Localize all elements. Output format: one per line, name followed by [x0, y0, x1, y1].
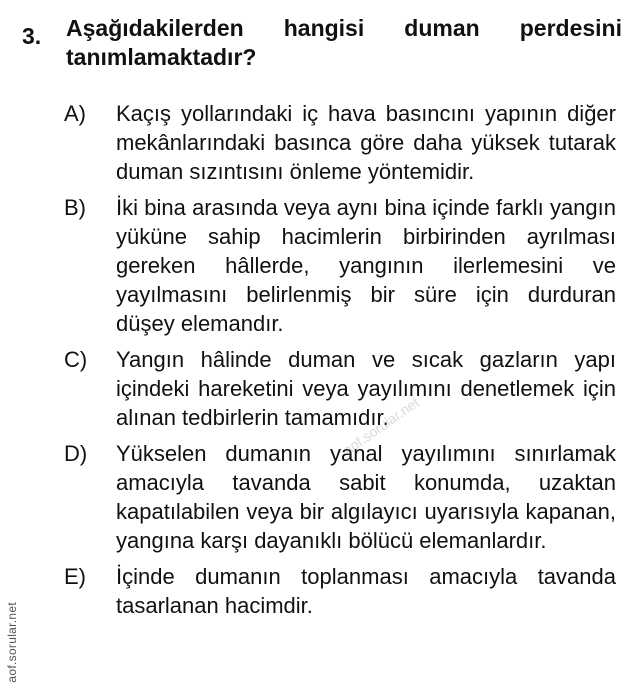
option-d[interactable] — [64, 439, 616, 555]
option-b[interactable] — [64, 193, 616, 338]
diagonal-watermark: aof.sorular.net — [340, 394, 422, 459]
option-e[interactable] — [64, 562, 616, 620]
option-b-label: B) — [64, 195, 86, 220]
question-header — [22, 14, 622, 72]
question-text: Aşağıdakilerden hangisi duman perdesini tanımlamaktadır? — [66, 15, 622, 70]
option-d-text: Yükselen dumanın yanal yayılımını sınırlamak amacıyla tavanda sabit konumda, uzaktan kapatılabilen veya bir algılayıcı uyarısıyla kapanan, yangına karşı dayanıklı bölücü elemanlardır. — [116, 441, 616, 553]
option-c-label: C) — [64, 347, 88, 372]
side-watermark: aof.sorular.net — [5, 602, 19, 683]
option-b-text: İki bina arasında veya aynı bina içinde farklı yangın yüküne sahip hacimlerin birbirinden ayrılması gereken hâllerde, yangının ilerlemesini ve yayılmasını belirlenmiş bir süre için durduran düşey elemandır. — [116, 195, 616, 336]
option-c[interactable] — [64, 345, 616, 432]
question-block — [22, 14, 622, 72]
option-a-label: A) — [64, 101, 86, 126]
question-number: 3. — [22, 23, 42, 49]
option-e-text: İçinde dumanın toplanması amacıyla tavanda tasarlanan hacimdir. — [116, 564, 616, 618]
option-c-text: Yangın hâlinde duman ve sıcak gazların yapı içindeki hareketini veya yayılımını denetlemek için alınan tedbirlerin tamamıdır. — [116, 347, 616, 430]
options-list — [64, 99, 616, 627]
option-a-text: Kaçış yollarındaki iç hava basıncını yapının diğer mekânlarındaki basınca göre daha yüksek tutarak duman sızıntısını önleme yöntemidir. — [116, 101, 616, 184]
option-a[interactable] — [64, 99, 616, 186]
option-e-label: E) — [64, 564, 86, 589]
option-d-label: D) — [64, 441, 88, 466]
